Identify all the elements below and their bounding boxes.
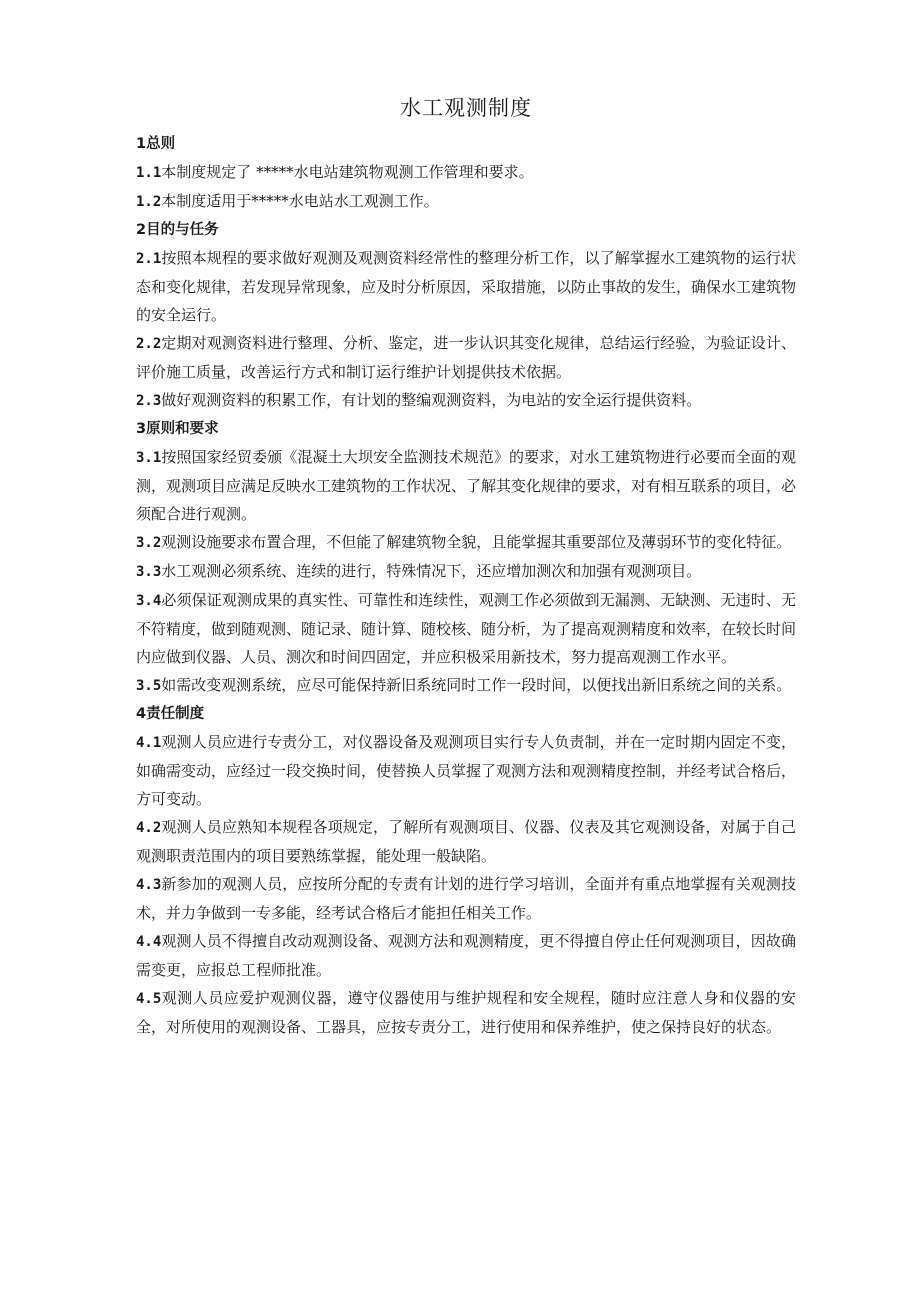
paragraph (136, 244, 796, 329)
section-heading: 4责任制度 (136, 706, 205, 722)
paragraph (136, 528, 796, 557)
clause-number: 2.3 (136, 393, 162, 409)
paragraph (136, 813, 796, 870)
paragraph (136, 984, 796, 1041)
clause-text: 观测人员应熟知本规程各项规定，了解所有观测项目、仪器、仪表及其它观测设备，对属于自己观测职责范围内的项目要熟练掌握，能处理一般缺陷。 (136, 818, 796, 865)
section-responsibility (136, 700, 796, 1041)
clause-text: 观测设施要求布置合理，不但能了解建筑物全貌，且能掌握其重要部位及薄弱环节的变化特征。 (161, 533, 792, 551)
section-heading: 2目的与任务 (136, 222, 219, 238)
clause-text: 按照本规程的要求做好观测及观测资料经常性的整理分析工作，以了解掌握水工建筑物的运行状态和变化规律，若发现异常现象，应及时分析原因，采取措施，以防止事故的发生，确保水工建筑物的安全运行。 (136, 249, 797, 324)
document-title: 水工观测制度 (400, 96, 532, 120)
clause-number: 4.1 (136, 735, 162, 751)
clause-text: 本制度适用于*****水电站水工观测工作。 (161, 192, 439, 210)
clause-number: 3.1 (136, 450, 162, 466)
clause-number: 3.4 (136, 593, 162, 609)
clause-text: 必须保证观测成果的真实性、可靠性和连续性，观测工作必须做到无漏测、无缺测、无违时、无不符精度，做到随观测、随记录、随计算、随校核、随分析，为了提高观测精度和效率，在较长时间内应做到仪器、人员、测次和时间四固定，并应积极采用新技术，努力提高观测工作水平。 (136, 591, 797, 666)
section-general (136, 130, 796, 216)
paragraph (136, 557, 796, 586)
document-page (136, 92, 796, 1041)
section-purpose (136, 216, 796, 415)
clause-number: 3.5 (136, 678, 162, 694)
clause-text: 定期对观测资料进行整理、分析、鉴定，进一步认识其变化规律，总结运行经验，为验证设计、评价施工质量，改善运行方式和制订运行维护计划提供技术依据。 (136, 334, 796, 381)
paragraph (136, 187, 796, 216)
clause-number: 3.3 (136, 564, 162, 580)
paragraph (136, 158, 796, 187)
section-heading: 3原则和要求 (136, 421, 219, 437)
paragraph (136, 671, 796, 700)
clause-text: 新参加的观测人员，应按所分配的专责有计划的进行学习培训，全面并有重点地掌握有关观测技术，并力争做到一专多能，经考试合格后才能担任相关工作。 (136, 875, 796, 922)
paragraph (136, 586, 796, 671)
clause-text: 观测人员应爱护观测仪器，遵守仪器使用与维护规程和安全规程，随时应注意人身和仪器的安全，对所使用的观测设备、工器具，应按专责分工，进行使用和保养维护，使之保持良好的状态。 (136, 989, 796, 1036)
clause-text: 观测人员应进行专责分工，对仪器设备及观测项目实行专人负责制，并在一定时期内固定不变，如确需变动，应经过一段交换时间，使替换人员掌握了观测方法和观测精度控制，并经考试合格后，方可变动。 (136, 733, 797, 808)
paragraph (136, 329, 796, 386)
clause-text: 按照国家经贸委颁《混凝土大坝安全监测技术规范》的要求，对水工建筑物进行必要而全面的观测，观测项目应满足反映水工建筑物的工作状况、了解其变化规律的要求，对有相互联系的项目，必须配合进行观测。 (136, 448, 797, 523)
clause-number: 3.2 (136, 535, 162, 551)
paragraph (136, 386, 796, 415)
clause-number: 4.5 (136, 991, 162, 1007)
clause-number: 4.3 (136, 877, 162, 893)
clause-text: 水工观测必须系统、连续的进行，特殊情况下，还应增加测次和加强有观测项目。 (161, 562, 702, 580)
clause-number: 1.2 (136, 194, 162, 210)
clause-number: 1.1 (136, 165, 162, 181)
section-principles (136, 415, 796, 700)
clause-number: 4.2 (136, 820, 162, 836)
section-heading: 1总则 (136, 136, 176, 152)
clause-number: 2.2 (136, 336, 162, 352)
clause-text: 观测人员不得擅自改动观测设备、观测方法和观测精度，更不得擅自停止任何观测项目，因故确需变更，应报总工程师批准。 (136, 932, 796, 979)
paragraph (136, 443, 796, 528)
clause-text: 如需改变观测系统，应尽可能保持新旧系统同时工作一段时间，以便找出新旧系统之间的关系。 (161, 676, 792, 694)
paragraph (136, 927, 796, 984)
clause-number: 4.4 (136, 934, 162, 950)
paragraph (136, 870, 796, 927)
clause-number: 2.1 (136, 251, 162, 267)
clause-text: 本制度规定了 *****水电站建筑物观测工作管理和要求。 (161, 163, 534, 181)
clause-text: 做好观测资料的积累工作，有计划的整编观测资料，为电站的安全运行提供资料。 (161, 391, 702, 409)
paragraph (136, 728, 796, 813)
